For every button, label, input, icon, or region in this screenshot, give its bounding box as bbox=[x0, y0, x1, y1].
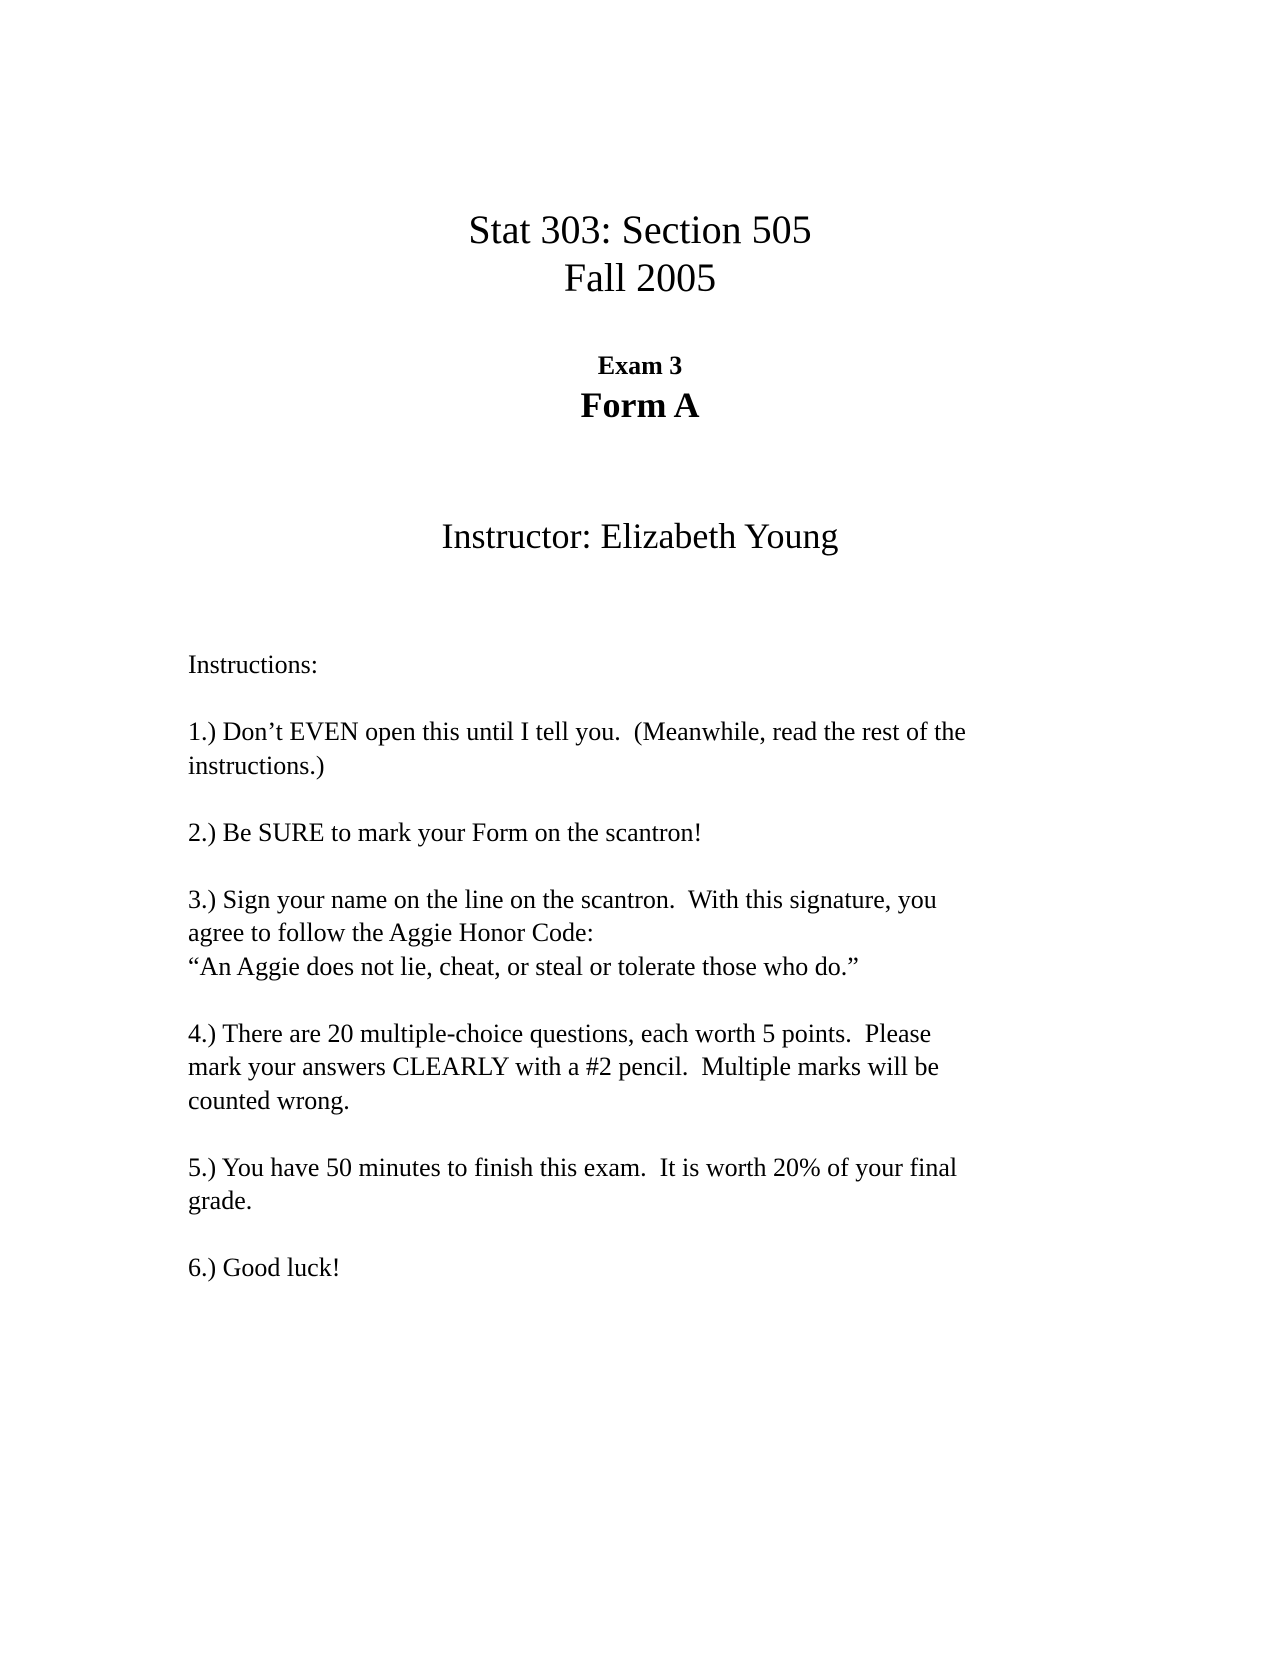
honor-code-quote: “An Aggie does not lie, cheat, or steal or tolerate those who do.” bbox=[188, 951, 859, 981]
instruction-line: 6.) Good luck! bbox=[188, 1253, 341, 1282]
term-title: Fall 2005 bbox=[563, 255, 717, 300]
instruction-line: 3.) Sign your name on the line on the scantron. With this signature, you bbox=[188, 884, 937, 914]
instruction-line: instructions.) bbox=[188, 750, 325, 780]
instruction-line: grade. bbox=[188, 1186, 253, 1215]
instruction-line: mark your answers CLEARLY with a #2 pencil. Multiple marks will be bbox=[188, 1052, 940, 1081]
course-title: Stat 303: Section 505 bbox=[468, 207, 812, 252]
exam-title: Exam 3 bbox=[597, 351, 683, 380]
instruction-item-6 bbox=[188, 1251, 1088, 1285]
instruction-line: 4.) There are 20 multiple-choice questions, each worth 5 points. Please bbox=[188, 1018, 932, 1048]
instruction-line: counted wrong. bbox=[188, 1085, 350, 1115]
instruction-line: 2.) Be SURE to mark your Form on the scantron! bbox=[188, 817, 703, 847]
instruction-line: agree to follow the Aggie Honor Code: bbox=[188, 918, 594, 947]
instructions-section bbox=[188, 648, 1088, 1318]
instruction-item-1 bbox=[188, 715, 1088, 782]
form-title: Form A bbox=[580, 385, 700, 425]
instruction-item-3 bbox=[188, 883, 1088, 984]
instructor-name: Instructor: Elizabeth Young bbox=[441, 516, 839, 556]
instruction-item-2 bbox=[188, 816, 1088, 850]
instruction-line: 5.) You have 50 minutes to finish this exam. It is worth 20% of your final bbox=[188, 1152, 958, 1182]
instruction-item-5 bbox=[188, 1151, 1088, 1218]
instruction-line: 1.) Don’t EVEN open this until I tell you. (Meanwhile, read the rest of the bbox=[188, 717, 966, 746]
instructions-heading: Instructions: bbox=[188, 650, 318, 679]
instruction-item-4 bbox=[188, 1017, 1088, 1118]
